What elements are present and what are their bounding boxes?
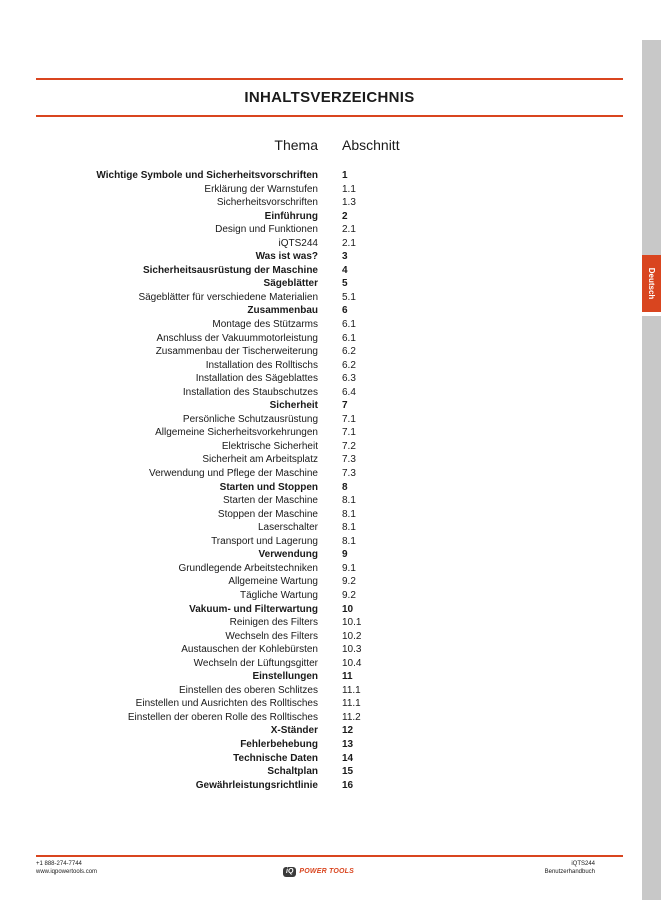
toc-topic: Einstellungen [252, 671, 318, 683]
toc-section-number: 6.2 [342, 359, 356, 371]
toc-row[interactable] [0, 426, 661, 440]
toc-topic: X-Ständer [270, 725, 318, 737]
toc-topic: Tägliche Wartung [240, 589, 318, 601]
toc-row[interactable] [0, 562, 661, 576]
toc-topic: Sicherheit am Arbeitsplatz [202, 454, 318, 466]
toc-row[interactable] [0, 318, 661, 332]
toc-section-number: 8.1 [342, 495, 356, 507]
footer-doc-name: Benutzerhandbuch [544, 869, 595, 875]
toc-row[interactable] [0, 183, 661, 197]
toc-section-number: 14 [342, 752, 354, 764]
brand-logo [283, 866, 354, 877]
toc-section-number: 2.1 [342, 224, 356, 236]
toc-topic: Fehlerbehebung [240, 738, 318, 750]
toc-section-number: 7 [342, 400, 348, 412]
toc-section-number: 9.1 [342, 562, 356, 574]
toc-topic: Schaltplan [267, 766, 318, 778]
toc-row[interactable] [0, 738, 661, 752]
toc-topic: Verwendung [258, 549, 318, 561]
toc-section-number: 13 [342, 738, 354, 750]
toc-section-number: 9 [342, 549, 348, 561]
toc-topic: Laserschalter [257, 522, 318, 534]
toc-section-number: 8.1 [342, 535, 356, 547]
toc-topic: Reinigen des Filters [229, 617, 318, 629]
toc-row[interactable] [0, 779, 661, 793]
toc-section-number: 6.4 [342, 386, 356, 398]
toc-topic: Austauschen der Kohlebürsten [181, 644, 318, 656]
toc-topic: Allgemeine Wartung [228, 576, 318, 588]
toc-section-number: 6.2 [342, 346, 356, 358]
toc-topic: Sägeblätter für verschiedene Materialien [138, 291, 318, 303]
toc-section-number: 8.1 [342, 522, 356, 534]
toc-section-number: 4 [342, 264, 348, 276]
toc-topic: Sägeblätter [263, 278, 318, 290]
toc-section-number: 11.2 [342, 711, 361, 723]
toc-section-number: 7.2 [342, 440, 356, 452]
toc-topic: Technische Daten [233, 752, 318, 764]
column-header-thema: Thema [274, 137, 318, 153]
toc-row[interactable] [0, 657, 661, 671]
toc-topic: Stoppen der Maschine [217, 508, 318, 520]
toc-section-number: 7.3 [342, 468, 356, 480]
toc-row[interactable] [0, 603, 661, 617]
toc-section-number: 6 [342, 305, 348, 317]
footer-rule [36, 855, 623, 857]
table-of-contents [0, 169, 661, 792]
toc-topic: Einstellen und Ausrichten des Rolltisches [135, 698, 318, 710]
toc-row[interactable] [0, 277, 661, 291]
toc-row[interactable] [0, 765, 661, 779]
toc-topic: Sicherheitsvorschriften [216, 197, 318, 209]
toc-row[interactable] [0, 169, 661, 183]
toc-row[interactable] [0, 467, 661, 481]
toc-row[interactable] [0, 684, 661, 698]
toc-topic: Anschluss der Vakuummotorleistung [156, 332, 318, 344]
toc-topic: Transport und Lagerung [211, 535, 318, 547]
toc-topic: Zusammenbau [247, 305, 318, 317]
toc-row[interactable] [0, 548, 661, 562]
toc-section-number: 5.1 [342, 291, 356, 303]
toc-topic: Allgemeine Sicherheitsvorkehrungen [155, 427, 318, 439]
toc-section-number: 8 [342, 481, 348, 493]
toc-row[interactable] [0, 399, 661, 413]
toc-section-number: 10.3 [342, 644, 362, 656]
toc-topic: Montage des Stützarms [212, 319, 318, 331]
toc-row[interactable] [0, 589, 661, 603]
toc-section-number: 16 [342, 779, 354, 791]
footer-phone: +1 888-274-7744 [36, 861, 82, 867]
toc-topic: Wichtige Symbole und Sicherheitsvorschriften [96, 170, 318, 181]
logo-badge: iQ [283, 867, 296, 877]
toc-row[interactable] [0, 440, 661, 454]
toc-section-number: 9.2 [342, 589, 356, 601]
toc-topic: Persönliche Schutzausrüstung [182, 413, 318, 425]
toc-row[interactable] [0, 697, 661, 711]
logo-text: POWER TOOLS [299, 868, 354, 875]
toc-row[interactable] [0, 291, 661, 305]
toc-section-number: 7.3 [342, 454, 356, 466]
toc-row[interactable] [0, 508, 661, 522]
toc-section-number: 7.1 [342, 427, 356, 439]
toc-section-number: 6.3 [342, 373, 356, 385]
toc-section-number: 7.1 [342, 413, 356, 425]
toc-topic: Elektrische Sicherheit [221, 440, 318, 452]
toc-topic: Vakuum- und Filterwartung [189, 603, 318, 615]
toc-topic: Wechseln der Lüftungsgitter [193, 657, 318, 669]
column-header-abschnitt: Abschnitt [342, 137, 400, 153]
toc-section-number: 3 [342, 251, 348, 263]
toc-row[interactable] [0, 670, 661, 684]
toc-row[interactable] [0, 196, 661, 210]
toc-topic: Sicherheit [269, 400, 318, 412]
footer-website[interactable]: www.iqpowertools.com [36, 869, 98, 875]
toc-topic: Grundlegende Arbeitstechniken [178, 562, 318, 574]
footer-contact [36, 860, 97, 876]
toc-section-number: 5 [342, 278, 348, 290]
toc-topic: Starten und Stoppen [219, 481, 318, 493]
toc-section-number: 8.1 [342, 508, 356, 520]
toc-section-number: 1.3 [342, 197, 356, 209]
toc-row[interactable] [0, 304, 661, 318]
toc-section-number: 10.2 [342, 630, 362, 642]
toc-section-number: 15 [342, 766, 354, 778]
toc-section-number: 10.4 [342, 657, 362, 669]
toc-topic: iQTS244 [278, 237, 318, 249]
side-tab-label: Deutsch [647, 267, 656, 300]
toc-row[interactable] [0, 237, 661, 251]
toc-section-number: 6.1 [342, 332, 356, 344]
toc-topic: Installation des Sägeblattes [195, 373, 318, 385]
toc-row[interactable] [0, 210, 661, 224]
toc-section-number: 2 [342, 210, 348, 222]
toc-section-number: 1 [342, 170, 348, 181]
toc-row[interactable] [0, 494, 661, 508]
toc-topic: Zusammenbau der Tischerweiterung [155, 346, 318, 358]
toc-row[interactable] [0, 724, 661, 738]
toc-topic: Einführung [264, 210, 318, 222]
toc-topic: Installation des Staubschutzes [182, 386, 318, 398]
toc-topic: Starten der Maschine [222, 495, 318, 507]
toc-topic: Installation des Rolltischs [205, 359, 318, 371]
footer-model: iQTS244 [571, 861, 595, 867]
toc-row[interactable] [0, 643, 661, 657]
toc-row[interactable] [0, 630, 661, 644]
header-rule-top [36, 78, 623, 80]
toc-row[interactable] [0, 332, 661, 346]
toc-row[interactable] [0, 386, 661, 400]
toc-section-number: 11.1 [342, 684, 361, 696]
toc-row[interactable] [0, 616, 661, 630]
toc-section-number: 1.1 [342, 183, 356, 195]
toc-topic: Verwendung und Pflege der Maschine [148, 468, 318, 480]
toc-section-number: 11.1 [342, 698, 361, 710]
toc-row[interactable] [0, 711, 661, 725]
toc-row[interactable] [0, 223, 661, 237]
toc-section-number: 10 [342, 603, 354, 615]
page-title: INHALTSVERZEICHNIS [244, 89, 415, 106]
toc-section-number: 12 [342, 725, 354, 737]
toc-row[interactable] [0, 250, 661, 264]
footer-document-info [545, 860, 595, 876]
toc-row[interactable] [0, 481, 661, 495]
toc-topic: Was ist was? [255, 251, 318, 263]
toc-row[interactable] [0, 752, 661, 766]
toc-section-number: 9.2 [342, 576, 356, 588]
toc-row[interactable] [0, 535, 661, 549]
toc-row[interactable] [0, 264, 661, 278]
toc-topic: Einstellen des oberen Schlitzes [179, 684, 318, 696]
toc-row[interactable] [0, 359, 661, 373]
toc-row[interactable] [0, 372, 661, 386]
toc-row[interactable] [0, 521, 661, 535]
toc-topic: Sicherheitsausrüstung der Maschine [142, 264, 318, 276]
toc-topic: Erklärung der Warnstufen [204, 183, 318, 195]
toc-section-number: 10.1 [342, 617, 362, 629]
toc-section-number: 11 [342, 671, 353, 683]
toc-row[interactable] [0, 345, 661, 359]
header-rule-bottom [36, 115, 623, 117]
toc-topic: Gewährleistungsrichtlinie [195, 779, 318, 791]
toc-topic: Wechseln des Filters [225, 630, 318, 642]
toc-topic: Einstellen der oberen Rolle des Rolltisches [127, 711, 318, 723]
toc-row[interactable] [0, 453, 661, 467]
toc-section-number: 2.1 [342, 237, 356, 249]
toc-section-number: 6.1 [342, 319, 356, 331]
toc-topic: Design und Funktionen [215, 224, 318, 236]
toc-row[interactable] [0, 575, 661, 589]
toc-row[interactable] [0, 413, 661, 427]
